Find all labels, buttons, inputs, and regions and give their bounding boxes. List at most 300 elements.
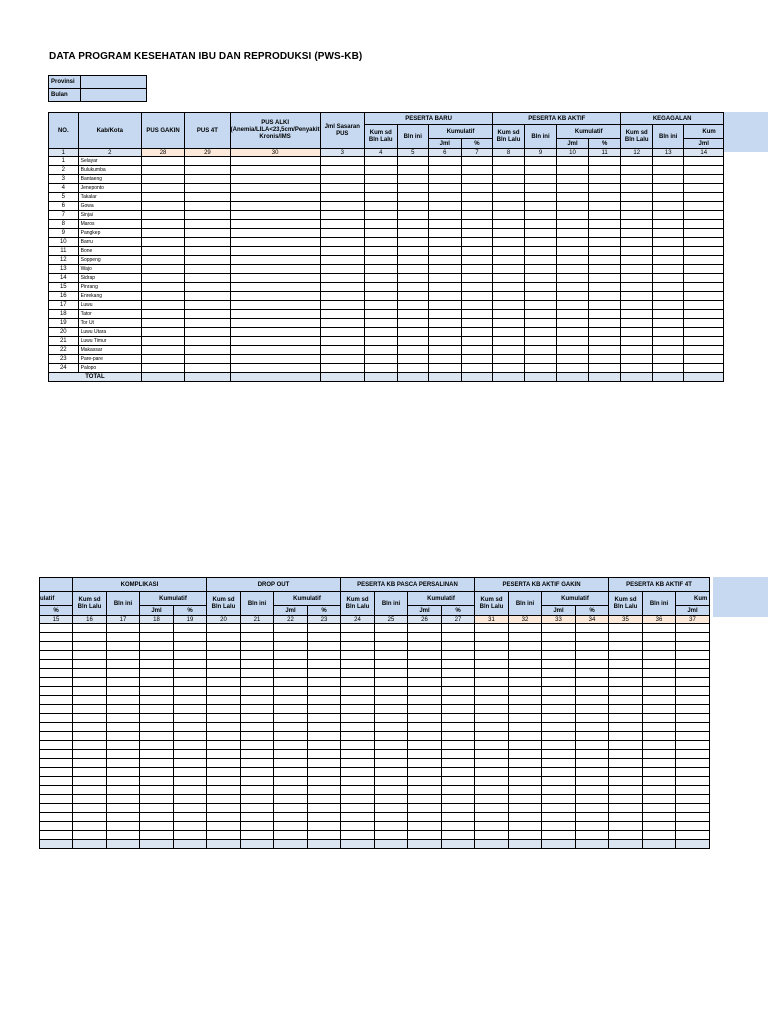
data-cell[interactable] (241, 687, 274, 696)
provinsi-value-cell[interactable] (81, 76, 147, 89)
data-cell[interactable] (542, 651, 576, 660)
data-cell[interactable] (140, 813, 174, 822)
data-cell[interactable] (475, 651, 509, 660)
data-cell[interactable] (185, 328, 231, 337)
data-cell[interactable] (397, 292, 428, 301)
data-cell[interactable] (609, 660, 643, 669)
data-cell[interactable] (609, 822, 643, 831)
data-cell[interactable] (207, 732, 241, 741)
data-cell[interactable] (107, 777, 140, 786)
data-cell[interactable] (73, 732, 107, 741)
data-cell[interactable] (588, 292, 620, 301)
data-cell[interactable] (588, 364, 620, 373)
data-cell[interactable] (557, 247, 589, 256)
data-cell[interactable] (141, 283, 184, 292)
data-cell[interactable] (442, 696, 475, 705)
data-cell[interactable] (364, 328, 397, 337)
data-cell[interactable] (524, 238, 556, 247)
data-cell[interactable] (643, 633, 676, 642)
data-cell[interactable] (241, 786, 274, 795)
data-cell[interactable] (428, 283, 461, 292)
data-cell[interactable] (141, 310, 184, 319)
data-cell[interactable] (141, 193, 184, 202)
data-cell[interactable] (542, 660, 576, 669)
data-cell[interactable] (576, 687, 609, 696)
data-cell[interactable] (653, 211, 684, 220)
data-cell[interactable] (588, 301, 620, 310)
data-cell[interactable] (230, 283, 320, 292)
data-cell[interactable] (341, 768, 375, 777)
data-cell[interactable] (461, 274, 493, 283)
data-cell[interactable] (542, 624, 576, 633)
data-cell[interactable] (576, 777, 609, 786)
data-cell[interactable] (493, 202, 525, 211)
data-cell[interactable] (141, 202, 184, 211)
total-cell[interactable] (621, 373, 653, 382)
data-cell[interactable] (364, 364, 397, 373)
data-cell[interactable] (643, 678, 676, 687)
data-cell[interactable] (524, 193, 556, 202)
data-cell[interactable] (408, 813, 442, 822)
data-cell[interactable] (364, 229, 397, 238)
data-cell[interactable] (442, 750, 475, 759)
data-cell[interactable] (107, 723, 140, 732)
data-cell[interactable] (684, 220, 724, 229)
data-cell[interactable] (207, 705, 241, 714)
data-cell[interactable] (684, 211, 724, 220)
data-cell[interactable] (320, 166, 364, 175)
data-cell[interactable] (588, 211, 620, 220)
data-cell[interactable] (524, 175, 556, 184)
data-cell[interactable] (141, 346, 184, 355)
data-cell[interactable] (621, 184, 653, 193)
data-cell[interactable] (185, 157, 231, 166)
data-cell[interactable] (364, 346, 397, 355)
total-cell[interactable] (397, 373, 428, 382)
data-cell[interactable] (493, 292, 525, 301)
data-cell[interactable] (40, 822, 73, 831)
data-cell[interactable] (107, 786, 140, 795)
data-cell[interactable] (207, 831, 241, 840)
data-cell[interactable] (653, 310, 684, 319)
data-cell[interactable] (408, 786, 442, 795)
data-cell[interactable] (274, 822, 308, 831)
data-cell[interactable] (185, 355, 231, 364)
data-cell[interactable] (341, 813, 375, 822)
data-cell[interactable] (174, 768, 207, 777)
data-cell[interactable] (140, 795, 174, 804)
data-cell[interactable] (442, 651, 475, 660)
data-cell[interactable] (428, 364, 461, 373)
data-cell[interactable] (557, 319, 589, 328)
data-cell[interactable] (274, 705, 308, 714)
data-cell[interactable] (207, 786, 241, 795)
data-cell[interactable] (643, 741, 676, 750)
data-cell[interactable] (364, 274, 397, 283)
data-cell[interactable] (397, 274, 428, 283)
data-cell[interactable] (364, 355, 397, 364)
data-cell[interactable] (428, 355, 461, 364)
data-cell[interactable] (653, 238, 684, 247)
data-cell[interactable] (40, 813, 73, 822)
data-cell[interactable] (320, 328, 364, 337)
data-cell[interactable] (320, 238, 364, 247)
data-cell[interactable] (557, 229, 589, 238)
data-cell[interactable] (428, 247, 461, 256)
data-cell[interactable] (588, 184, 620, 193)
data-cell[interactable] (621, 265, 653, 274)
total-cell[interactable] (442, 840, 475, 849)
data-cell[interactable] (621, 355, 653, 364)
data-cell[interactable] (185, 274, 231, 283)
data-cell[interactable] (684, 283, 724, 292)
data-cell[interactable] (274, 813, 308, 822)
data-cell[interactable] (308, 813, 341, 822)
data-cell[interactable] (241, 822, 274, 831)
data-cell[interactable] (308, 687, 341, 696)
data-cell[interactable] (428, 337, 461, 346)
data-cell[interactable] (141, 184, 184, 193)
data-cell[interactable] (320, 337, 364, 346)
data-cell[interactable] (397, 166, 428, 175)
data-cell[interactable] (509, 669, 542, 678)
data-cell[interactable] (107, 795, 140, 804)
data-cell[interactable] (442, 660, 475, 669)
data-cell[interactable] (653, 256, 684, 265)
total-cell[interactable] (375, 840, 408, 849)
data-cell[interactable] (557, 364, 589, 373)
data-cell[interactable] (653, 202, 684, 211)
data-cell[interactable] (493, 229, 525, 238)
data-cell[interactable] (241, 759, 274, 768)
data-cell[interactable] (141, 328, 184, 337)
total-cell[interactable] (509, 840, 542, 849)
data-cell[interactable] (576, 651, 609, 660)
data-cell[interactable] (320, 211, 364, 220)
data-cell[interactable] (230, 346, 320, 355)
data-cell[interactable] (375, 813, 408, 822)
data-cell[interactable] (185, 211, 231, 220)
data-cell[interactable] (676, 813, 710, 822)
data-cell[interactable] (588, 229, 620, 238)
data-cell[interactable] (461, 292, 493, 301)
data-cell[interactable] (475, 786, 509, 795)
data-cell[interactable] (408, 687, 442, 696)
data-cell[interactable] (588, 256, 620, 265)
data-cell[interactable] (643, 687, 676, 696)
data-cell[interactable] (643, 696, 676, 705)
data-cell[interactable] (341, 822, 375, 831)
data-cell[interactable] (185, 256, 231, 265)
data-cell[interactable] (320, 355, 364, 364)
data-cell[interactable] (207, 660, 241, 669)
data-cell[interactable] (684, 184, 724, 193)
data-cell[interactable] (676, 678, 710, 687)
data-cell[interactable] (40, 714, 73, 723)
data-cell[interactable] (230, 220, 320, 229)
data-cell[interactable] (341, 669, 375, 678)
data-cell[interactable] (542, 768, 576, 777)
data-cell[interactable] (140, 804, 174, 813)
data-cell[interactable] (524, 211, 556, 220)
data-cell[interactable] (493, 337, 525, 346)
data-cell[interactable] (174, 759, 207, 768)
data-cell[interactable] (643, 723, 676, 732)
total-cell[interactable] (140, 840, 174, 849)
data-cell[interactable] (141, 265, 184, 274)
data-cell[interactable] (230, 319, 320, 328)
data-cell[interactable] (207, 633, 241, 642)
data-cell[interactable] (576, 795, 609, 804)
data-cell[interactable] (576, 669, 609, 678)
data-cell[interactable] (397, 310, 428, 319)
data-cell[interactable] (73, 750, 107, 759)
data-cell[interactable] (241, 795, 274, 804)
total-cell[interactable] (308, 840, 341, 849)
data-cell[interactable] (609, 651, 643, 660)
data-cell[interactable] (542, 723, 576, 732)
data-cell[interactable] (442, 723, 475, 732)
data-cell[interactable] (609, 633, 643, 642)
data-cell[interactable] (609, 804, 643, 813)
data-cell[interactable] (40, 624, 73, 633)
data-cell[interactable] (230, 364, 320, 373)
data-cell[interactable] (230, 229, 320, 238)
data-cell[interactable] (609, 696, 643, 705)
data-cell[interactable] (185, 247, 231, 256)
total-cell[interactable] (542, 840, 576, 849)
data-cell[interactable] (185, 175, 231, 184)
data-cell[interactable] (141, 229, 184, 238)
data-cell[interactable] (542, 813, 576, 822)
data-cell[interactable] (375, 705, 408, 714)
data-cell[interactable] (461, 220, 493, 229)
data-cell[interactable] (207, 768, 241, 777)
data-cell[interactable] (185, 184, 231, 193)
data-cell[interactable] (397, 193, 428, 202)
data-cell[interactable] (588, 346, 620, 355)
data-cell[interactable] (207, 642, 241, 651)
data-cell[interactable] (241, 714, 274, 723)
data-cell[interactable] (408, 768, 442, 777)
data-cell[interactable] (364, 211, 397, 220)
total-cell[interactable] (341, 840, 375, 849)
data-cell[interactable] (588, 247, 620, 256)
data-cell[interactable] (274, 831, 308, 840)
data-cell[interactable] (107, 804, 140, 813)
data-cell[interactable] (375, 831, 408, 840)
data-cell[interactable] (207, 795, 241, 804)
data-cell[interactable] (174, 705, 207, 714)
data-cell[interactable] (230, 157, 320, 166)
data-cell[interactable] (408, 804, 442, 813)
data-cell[interactable] (73, 669, 107, 678)
data-cell[interactable] (609, 777, 643, 786)
data-cell[interactable] (576, 804, 609, 813)
data-cell[interactable] (397, 157, 428, 166)
data-cell[interactable] (107, 660, 140, 669)
data-cell[interactable] (174, 741, 207, 750)
data-cell[interactable] (364, 319, 397, 328)
data-cell[interactable] (676, 660, 710, 669)
data-cell[interactable] (609, 687, 643, 696)
data-cell[interactable] (375, 804, 408, 813)
data-cell[interactable] (274, 633, 308, 642)
data-cell[interactable] (653, 328, 684, 337)
data-cell[interactable] (141, 220, 184, 229)
data-cell[interactable] (442, 705, 475, 714)
data-cell[interactable] (524, 229, 556, 238)
data-cell[interactable] (308, 660, 341, 669)
data-cell[interactable] (408, 831, 442, 840)
data-cell[interactable] (230, 211, 320, 220)
data-cell[interactable] (341, 687, 375, 696)
data-cell[interactable] (341, 723, 375, 732)
data-cell[interactable] (364, 247, 397, 256)
data-cell[interactable] (107, 651, 140, 660)
data-cell[interactable] (684, 265, 724, 274)
data-cell[interactable] (509, 795, 542, 804)
total-cell[interactable] (461, 373, 493, 382)
total-cell[interactable] (274, 840, 308, 849)
data-cell[interactable] (653, 184, 684, 193)
data-cell[interactable] (576, 723, 609, 732)
data-cell[interactable] (542, 633, 576, 642)
total-cell[interactable] (107, 840, 140, 849)
data-cell[interactable] (653, 364, 684, 373)
data-cell[interactable] (475, 723, 509, 732)
data-cell[interactable] (230, 175, 320, 184)
data-cell[interactable] (557, 157, 589, 166)
data-cell[interactable] (576, 633, 609, 642)
data-cell[interactable] (408, 723, 442, 732)
data-cell[interactable] (274, 687, 308, 696)
data-cell[interactable] (542, 732, 576, 741)
data-cell[interactable] (684, 355, 724, 364)
data-cell[interactable] (493, 247, 525, 256)
data-cell[interactable] (241, 705, 274, 714)
data-cell[interactable] (684, 346, 724, 355)
data-cell[interactable] (241, 696, 274, 705)
data-cell[interactable] (653, 220, 684, 229)
data-cell[interactable] (308, 804, 341, 813)
data-cell[interactable] (428, 328, 461, 337)
data-cell[interactable] (576, 786, 609, 795)
data-cell[interactable] (493, 256, 525, 265)
data-cell[interactable] (676, 804, 710, 813)
data-cell[interactable] (40, 777, 73, 786)
total-cell[interactable] (408, 840, 442, 849)
data-cell[interactable] (274, 669, 308, 678)
data-cell[interactable] (230, 193, 320, 202)
data-cell[interactable] (40, 732, 73, 741)
data-cell[interactable] (174, 660, 207, 669)
data-cell[interactable] (676, 759, 710, 768)
data-cell[interactable] (140, 651, 174, 660)
data-cell[interactable] (397, 328, 428, 337)
data-cell[interactable] (428, 166, 461, 175)
data-cell[interactable] (684, 229, 724, 238)
data-cell[interactable] (475, 633, 509, 642)
data-cell[interactable] (576, 642, 609, 651)
data-cell[interactable] (643, 768, 676, 777)
data-cell[interactable] (274, 786, 308, 795)
data-cell[interactable] (308, 741, 341, 750)
data-cell[interactable] (140, 750, 174, 759)
data-cell[interactable] (341, 759, 375, 768)
data-cell[interactable] (676, 723, 710, 732)
data-cell[interactable] (524, 202, 556, 211)
total-cell[interactable] (653, 373, 684, 382)
data-cell[interactable] (509, 642, 542, 651)
data-cell[interactable] (73, 822, 107, 831)
data-cell[interactable] (364, 256, 397, 265)
data-cell[interactable] (408, 822, 442, 831)
total-cell[interactable] (643, 840, 676, 849)
data-cell[interactable] (621, 319, 653, 328)
data-cell[interactable] (141, 301, 184, 310)
data-cell[interactable] (509, 822, 542, 831)
data-cell[interactable] (442, 642, 475, 651)
data-cell[interactable] (320, 283, 364, 292)
data-cell[interactable] (475, 795, 509, 804)
data-cell[interactable] (408, 741, 442, 750)
data-cell[interactable] (40, 786, 73, 795)
data-cell[interactable] (576, 660, 609, 669)
data-cell[interactable] (475, 813, 509, 822)
data-cell[interactable] (557, 301, 589, 310)
data-cell[interactable] (461, 247, 493, 256)
data-cell[interactable] (461, 265, 493, 274)
data-cell[interactable] (557, 202, 589, 211)
data-cell[interactable] (609, 669, 643, 678)
data-cell[interactable] (461, 283, 493, 292)
data-cell[interactable] (107, 678, 140, 687)
data-cell[interactable] (174, 795, 207, 804)
data-cell[interactable] (428, 292, 461, 301)
data-cell[interactable] (493, 355, 525, 364)
data-cell[interactable] (274, 777, 308, 786)
data-cell[interactable] (107, 822, 140, 831)
data-cell[interactable] (73, 768, 107, 777)
data-cell[interactable] (509, 750, 542, 759)
data-cell[interactable] (40, 687, 73, 696)
data-cell[interactable] (461, 211, 493, 220)
data-cell[interactable] (442, 669, 475, 678)
data-cell[interactable] (557, 220, 589, 229)
data-cell[interactable] (461, 328, 493, 337)
data-cell[interactable] (653, 274, 684, 283)
data-cell[interactable] (308, 795, 341, 804)
data-cell[interactable] (493, 346, 525, 355)
data-cell[interactable] (140, 723, 174, 732)
data-cell[interactable] (428, 220, 461, 229)
data-cell[interactable] (185, 364, 231, 373)
data-cell[interactable] (375, 687, 408, 696)
data-cell[interactable] (475, 624, 509, 633)
data-cell[interactable] (621, 256, 653, 265)
data-cell[interactable] (207, 669, 241, 678)
data-cell[interactable] (174, 678, 207, 687)
data-cell[interactable] (308, 669, 341, 678)
data-cell[interactable] (442, 759, 475, 768)
data-cell[interactable] (375, 723, 408, 732)
data-cell[interactable] (141, 337, 184, 346)
data-cell[interactable] (140, 822, 174, 831)
data-cell[interactable] (320, 310, 364, 319)
data-cell[interactable] (408, 660, 442, 669)
data-cell[interactable] (364, 220, 397, 229)
